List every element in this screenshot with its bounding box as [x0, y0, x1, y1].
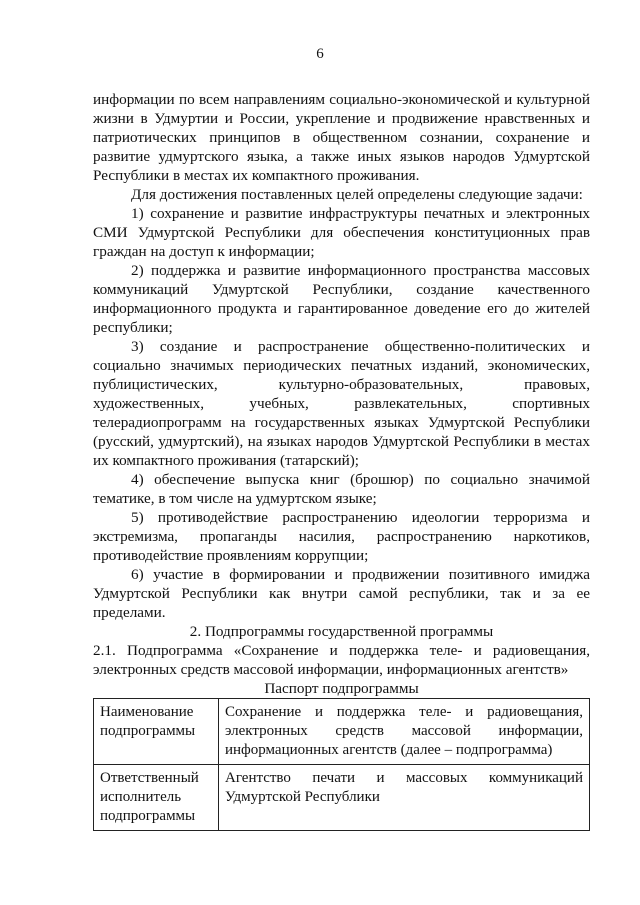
task-item-4: 4) обеспечение выпуска книг (брошюр) по социально значимой тематике, в том числе на удмуртском языке; [93, 471, 590, 507]
passport-label-name: Наименование подпрограммы [94, 699, 219, 765]
paragraph-continuation: информации по всем направлениям социально-экономической и культурной жизни в Удмуртии и России, укрепление и продвижение нравственных и патриотических принципов в общественном сознании, сохранение и развитие удмуртского языка, а также иных языков народов Удмуртской Республики в местах их компактного проживания. [93, 91, 590, 184]
page-number: 6 [316, 46, 324, 62]
task-item-2: 2) поддержка и развитие информационного пространства массовых коммуникаций Удмуртской Республики, создание качественного информационного продукта и гарантированное доведение его до жителей республики; [93, 262, 590, 336]
passport-value-name: Сохранение и поддержка теле- и радиовещания, электронных средств массовой информации, информационных агентств (далее – подпрограмма) [219, 699, 590, 765]
task-item-6: 6) участие в формировании и продвижении позитивного имиджа Удмуртской Республики как внутри самой республики, так и за ее пределами. [93, 566, 590, 621]
paragraph-tasks-intro: Для достижения поставленных целей определены следующие задачи: [131, 186, 583, 203]
passport-table [93, 698, 590, 831]
task-item-5: 5) противодействие распространению идеологии терроризма и экстремизма, пропаганды насилия, распространению наркотиков, противодействие проявлениям коррупции; [93, 509, 590, 564]
table-row [94, 699, 590, 765]
task-item-3: 3) создание и распространение общественно-политических и социально значимых периодических печатных изданий, экономических, публицистических, культурно-образовательных, правовых, художественных, учебных, развлекательных, спортивных телерадиопрограмм на государственных языках Удмуртской Республики (русский, удмуртский), на языках народов Удмуртской Республики в местах их компактного проживания (татарский); [93, 338, 590, 469]
passport-title: Паспорт подпрограммы [264, 680, 419, 697]
section-heading: 2. Подпрограммы государственной программы [189, 623, 494, 640]
passport-value-executor: Агентство печати и массовых коммуникаций Удмуртской Республики [219, 765, 590, 831]
task-item-1: 1) сохранение и развитие инфраструктуры печатных и электронных СМИ Удмуртской Республики для обеспечения конституционных прав граждан на доступ к информации; [93, 205, 590, 260]
subprogram-heading: 2.1. Подпрограмма «Сохранение и поддержка теле- и радиовещания, электронных средств массовой информации, информационных агентств» [93, 642, 590, 678]
document-body [93, 90, 590, 831]
passport-label-executor: Ответственный исполнитель подпрограммы [94, 765, 219, 831]
table-row [94, 765, 590, 831]
